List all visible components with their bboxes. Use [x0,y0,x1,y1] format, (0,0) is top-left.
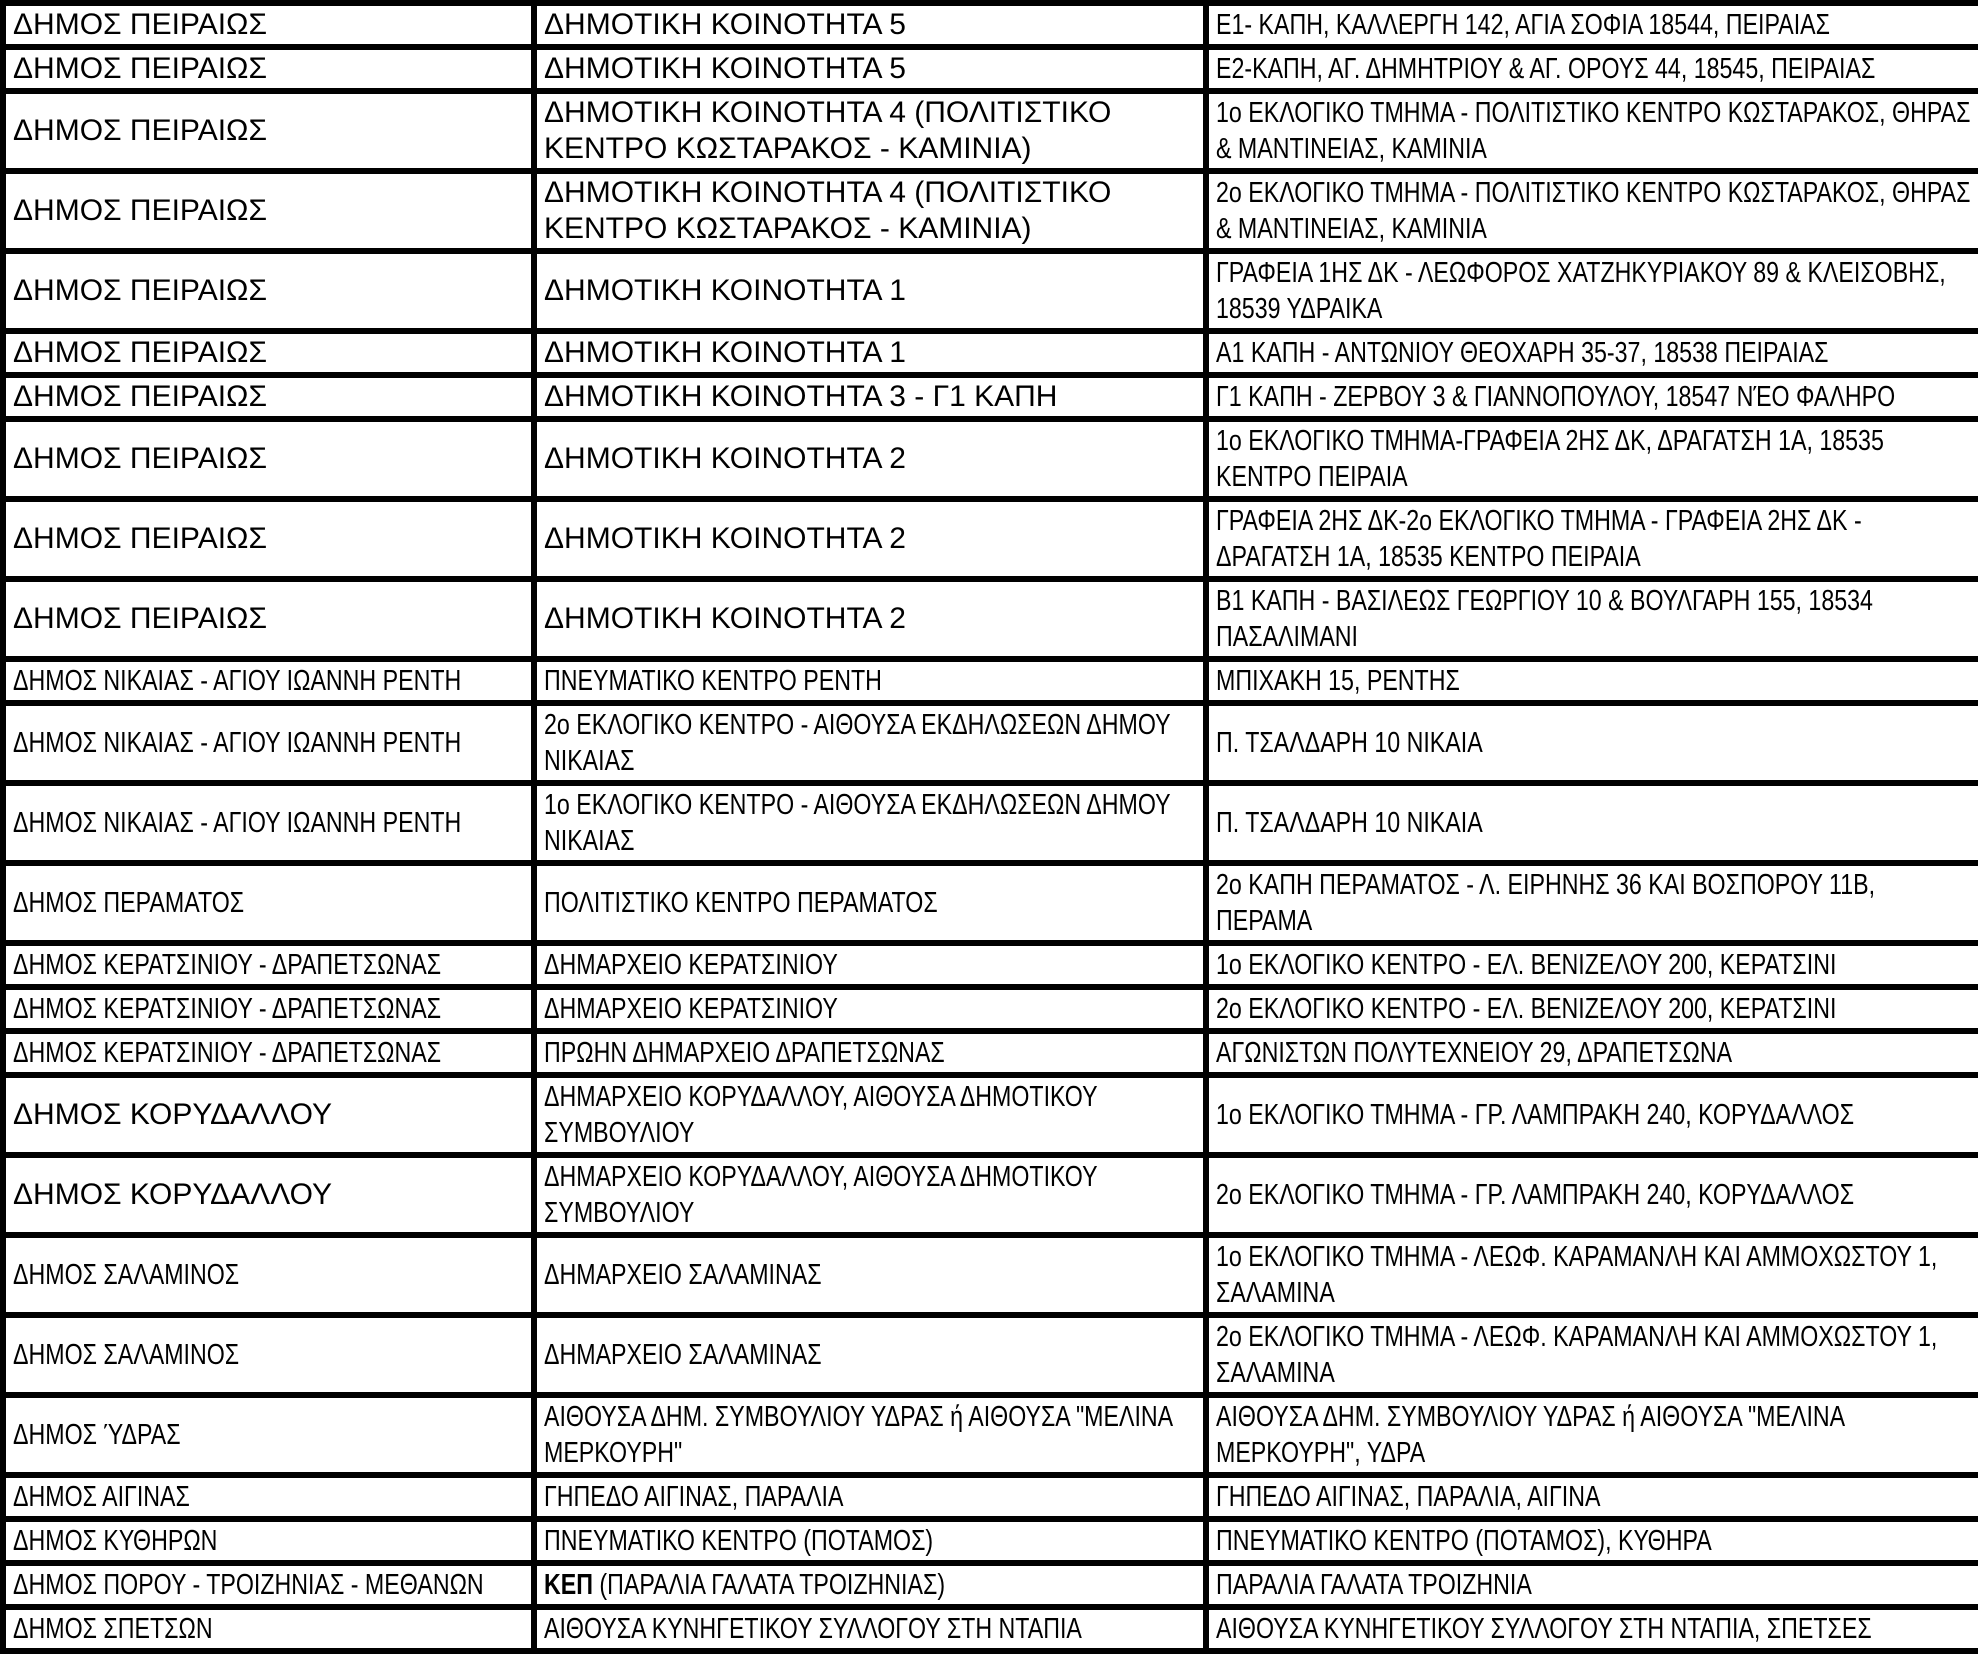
table-row [3,1315,1978,1395]
municipality-cell [3,171,534,251]
cell-text: ΔΗΜΟΣ ΚΕΡΑΤΣΙΝΙΟΥ - ΔΡΑΠΕΤΣΩΝΑΣ [13,949,442,981]
cell-text: ΓΡΑΦΕΙΑ 2ΗΣ ΔΚ-2ο ΕΚΛΟΓΙΚΟ ΤΜΗΜΑ - ΓΡΑΦΕΙΑ 2ΗΣ ΔΚ - ΔΡΑΓΑΤΣΗ 1Α, 18535 ΚΕΝΤΡΟ ΠΕΙΡΑΙΑ [1216,505,1862,573]
cell-text: ΔΗΜΟΣ ΠΕΙΡΑΙΩΣ [13,114,268,147]
polling-location-text [1216,1239,1971,1311]
municipality-text [13,663,524,699]
polling-location-cell [1206,1075,1978,1155]
municipality-cell [3,783,534,863]
table-row [3,251,1978,331]
cell-text: ΔΗΜΟΤΙΚΗ ΚΟΙΝΟΤΗΤΑ 5 [544,8,906,41]
polling-location-text [1216,805,1971,841]
community-or-center-text [544,991,1196,1027]
community-or-center-text [544,1257,1196,1293]
polling-location-text [1216,1567,1971,1603]
cell-text: Β1 ΚΑΠΗ - ΒΑΣΙΛΕΩΣ ΓΕΩΡΓΙΟΥ 10 & ΒΟΥΛΓΑΡΗ 155, 18534 ΠΑΣΑΛΙΜΑΝΙ [1216,585,1873,653]
community-or-center-text [544,1159,1196,1231]
community-or-center-cell [534,703,1206,783]
polling-location-cell [1206,47,1978,91]
cell-text: 1ο ΕΚΛΟΓΙΚΟ ΚΕΝΤΡΟ - ΑΙΘΟΥΣΑ ΕΚΔΗΛΩΣΕΩΝ ΔΗΜΟΥ ΝΙΚΑΙΑΣ [544,789,1171,857]
municipality-cell [3,579,534,659]
cell-text: ΔΗΜΟΤΙΚΗ ΚΟΙΝΟΤΗΤΑ 5 [544,52,906,85]
cell-text: 2ο ΕΚΛΟΓΙΚΟ ΤΜΗΜΑ - ΛΕΩΦ. ΚΑΡΑΜΑΝΛΗ ΚΑΙ ΑΜΜΟΧΩΣΤΟΥ 1, ΣΑΛΑΜΙΝΑ [1216,1321,1938,1389]
community-or-center-cell [534,943,1206,987]
polling-location-text [1216,1097,1971,1133]
cell-text: ΔΗΜΟΣ ΚΕΡΑΤΣΙΝΙΟΥ - ΔΡΑΠΕΤΣΩΝΑΣ [13,1037,442,1069]
cell-text: ΔΗΜΟΣ ΣΑΛΑΜΙΝΟΣ [13,1259,240,1291]
polling-location-text [1216,95,1971,167]
cell-text: ΔΗΜΟΣ ΠΕΙΡΑΙΩΣ [13,52,268,85]
municipality-text [13,7,267,43]
cell-text: ΔΗΜΑΡΧΕΙΟ ΣΑΛΑΜΙΝΑΣ [544,1259,822,1291]
polling-location-text [1216,663,1971,699]
community-or-center-cell [534,1315,1206,1395]
municipality-text [13,885,524,921]
municipality-text [13,441,267,477]
cell-text: Π. ΤΣΑΛΔΑΡΗ 10 ΝΙΚΑΙΑ [1216,807,1483,839]
polling-location-cell [1206,863,1978,943]
municipality-text [13,991,524,1027]
polling-location-cell [1206,419,1978,499]
community-or-center-cell [534,419,1206,499]
community-or-center-text [544,7,906,43]
municipality-text [13,113,267,149]
cell-text: ΑΙΘΟΥΣΑ ΚΥΝΗΓΕΤΙΚΟΥ ΣΥΛΛΟΓΟΥ ΣΤΗ ΝΤΑΠΙΑ [544,1613,1082,1645]
cell-text: ΔΗΜΟΣ ΚΥΘΗΡΩΝ [13,1525,218,1557]
polling-location-cell [1206,499,1978,579]
table-row [3,987,1978,1031]
cell-text: ΔΗΜΑΡΧΕΙΟ ΚΟΡΥΔΑΛΛΟΥ, ΑΙΘΟΥΣΑ ΔΗΜΟΤΙΚΟΥ ΣΥΜΒΟΥΛΙΟΥ [544,1081,1098,1149]
polling-location-text [1216,1399,1971,1471]
cell-text: ΔΗΜΑΡΧΕΙΟ ΚΕΡΑΤΣΙΝΙΟΥ [544,993,838,1025]
polling-location-cell [1206,1607,1978,1651]
municipality-cell [3,1075,534,1155]
cell-text: 1ο ΕΚΛΟΓΙΚΟ ΚΕΝΤΡΟ - ΕΛ. ΒΕΝΙΖΕΛΟΥ 200, ΚΕΡΑΤΣΙΝΙ [1216,949,1837,981]
community-or-center-text [544,707,1196,779]
community-or-center-cell [534,91,1206,171]
polling-location-cell [1206,659,1978,703]
community-or-center-text [544,441,906,477]
polling-location-text [1216,867,1971,939]
table-row [3,703,1978,783]
cell-text: ΔΗΜΟΣ ΚΟΡΥΔΑΛΛΟΥ [13,1098,332,1131]
table-row [3,3,1978,47]
community-or-center-text [544,885,1196,921]
polling-location-text [1216,1319,1971,1391]
municipality-text [13,1257,524,1293]
municipality-cell [3,987,534,1031]
cell-text: 1ο ΕΚΛΟΓΙΚΟ ΤΜΗΜΑ - ΠΟΛΙΤΙΣΤΙΚΟ ΚΕΝΤΡΟ ΚΩΣΤΑΡΑΚΟΣ, ΘΗΡΑΣ & ΜΑΝΤΙΝΕΙΑΣ, ΚΑΜΙΝΙΑ [1216,97,1971,165]
community-or-center-cell [534,579,1206,659]
municipality-cell [3,1607,534,1651]
municipality-text [13,947,524,983]
cell-text: ΠΟΛΙΤΙΣΤΙΚΟ ΚΕΝΤΡΟ ΠΕΡΑΜΑΤΟΣ [544,887,938,919]
community-or-center-cell [534,1607,1206,1651]
municipality-text [13,725,524,761]
cell-text: ΠΑΡΑΛΙΑ ΓΑΛΑΤΑ ΤΡΟΙΖΗΝΙΑ [1216,1569,1532,1601]
community-or-center-text [544,1567,1196,1603]
municipality-cell [3,659,534,703]
municipality-cell [3,1031,534,1075]
table-row [3,91,1978,171]
municipality-cell [3,3,534,47]
polling-location-cell [1206,1315,1978,1395]
municipality-cell [3,1235,534,1315]
cell-text: ΔΗΜΑΡΧΕΙΟ ΣΑΛΑΜΙΝΑΣ [544,1339,822,1371]
cell-text: ΔΗΜΟΤΙΚΗ ΚΟΙΝΟΤΗΤΑ 1 [544,274,906,307]
cell-text: ΔΗΜΟΤΙΚΗ ΚΟΙΝΟΤΗΤΑ 3 - Γ1 ΚΑΠΗ [544,380,1058,413]
municipality-cell [3,1475,534,1519]
municipality-text [13,521,267,557]
polling-location-cell [1206,943,1978,987]
table-row [3,375,1978,419]
municipality-text [13,51,267,87]
cell-text: 2ο ΕΚΛΟΓΙΚΟ ΚΕΝΤΡΟ - ΑΙΘΟΥΣΑ ΕΚΔΗΛΩΣΕΩΝ ΔΗΜΟΥ ΝΙΚΑΙΑΣ [544,709,1171,777]
community-or-center-text [544,787,1196,859]
cell-text: 1ο ΕΚΛΟΓΙΚΟ ΤΜΗΜΑ - ΛΕΩΦ. ΚΑΡΑΜΑΝΛΗ ΚΑΙ ΑΜΜΟΧΩΣΤΟΥ 1, ΣΑΛΑΜΙΝΑ [1216,1241,1938,1309]
cell-text: 2ο ΚΑΠΗ ΠΕΡΑΜΑΤΟΣ - Λ. ΕΙΡΗΝΗΣ 36 ΚΑΙ ΒΟΣΠΟΡΟΥ 11Β, ΠΕΡΑΜΑ [1216,869,1876,937]
polling-location-text [1216,335,1971,371]
polling-location-cell [1206,1155,1978,1235]
cell-text: ΠΝΕΥΜΑΤΙΚΟ ΚΕΝΤΡΟ (ΠΟΤΑΜΟΣ), ΚΥΘΗΡΑ [1216,1525,1712,1557]
cell-text: ΑΙΘΟΥΣΑ ΔΗΜ. ΣΥΜΒΟΥΛΙΟΥ ΥΔΡΑΣ ή ΑΙΘΟΥΣΑ "ΜΕΛΙΝΑ ΜΕΡΚΟΥΡΗ" [544,1401,1172,1469]
municipality-cell [3,1155,534,1235]
table-row [3,499,1978,579]
community-or-center-text [544,1399,1196,1471]
cell-text: ΔΗΜΟΣ ΠΕΙΡΑΙΩΣ [13,336,268,369]
municipality-cell [3,943,534,987]
cell-text: ΔΗΜΟΣ ΠΕΙΡΑΙΩΣ [13,522,268,555]
community-or-center-text [544,273,906,309]
community-or-center-text [544,1035,1196,1071]
cell-text: ΜΠΙΧΑΚΗ 15, ΡΕΝΤΗΣ [1216,665,1460,697]
cell-text: Α1 ΚΑΠΗ - ΑΝΤΩΝΙΟΥ ΘΕΟΧΑΡΗ 35-37, 18538 ΠΕΙΡΑΙΑΣ [1216,337,1829,369]
polling-location-text [1216,991,1971,1027]
cell-text: ΑΙΘΟΥΣΑ ΚΥΝΗΓΕΤΙΚΟΥ ΣΥΛΛΟΓΟΥ ΣΤΗ ΝΤΑΠΙΑ, ΣΠΕΤΣΕΣ [1216,1613,1872,1645]
cell-text: ΔΗΜΟΣ ΠΕΙΡΑΙΩΣ [13,194,268,227]
cell-text: ΓΗΠΕΔΟ ΑΙΓΙΝΑΣ, ΠΑΡΑΛΙΑ, ΑΙΓΙΝΑ [1216,1481,1601,1513]
municipality-text [13,1097,332,1133]
cell-text: ΔΗΜΟΣ ΠΕΙΡΑΙΩΣ [13,8,268,41]
cell-text: ΔΗΜΟΣ ΠΕΙΡΑΙΩΣ [13,442,268,475]
polling-location-cell [1206,1519,1978,1563]
polling-location-text [1216,255,1971,327]
cell-text: ΓΗΠΕΔΟ ΑΙΓΙΝΑΣ, ΠΑΡΑΛΙΑ [544,1481,844,1513]
table-row [3,171,1978,251]
cell-text: Π. ΤΣΑΛΔΑΡΗ 10 ΝΙΚΑΙΑ [1216,727,1483,759]
polling-location-text [1216,379,1971,415]
cell-text: ΔΗΜΟΣ ΠΕΙΡΑΙΩΣ [13,274,268,307]
municipality-text [13,1337,524,1373]
community-or-center-text [544,601,906,637]
table-row [3,1519,1978,1563]
community-or-center-cell [534,1519,1206,1563]
community-or-center-cell [534,375,1206,419]
table-row [3,1475,1978,1519]
community-or-center-cell [534,1563,1206,1607]
polling-location-text [1216,1035,1971,1071]
cell-text: Ε1- ΚΑΠΗ, ΚΑΛΛΕΡΓΗ 142, ΑΓΙΑ ΣΟΦΙΑ 18544, ΠΕΙΡΑΙΑΣ [1216,9,1830,41]
municipality-cell [3,419,534,499]
cell-bold-text: ΚΕΠ [544,1569,593,1601]
polling-location-text [1216,503,1971,575]
community-or-center-text [544,379,1057,415]
cell-text: ΔΗΜΟΣ ΎΔΡΑΣ [13,1419,181,1451]
community-or-center-text [544,663,1196,699]
community-or-center-cell [534,251,1206,331]
polling-location-cell [1206,783,1978,863]
cell-text: ΔΗΜΟΣ ΣΠΕΤΣΩΝ [13,1613,213,1645]
cell-text: Ε2-ΚΑΠΗ, ΑΓ. ΔΗΜΗΤΡΙΟΥ & ΑΓ. ΟΡΟΥΣ 44, 18545, ΠΕΙΡΑΙΑΣ [1216,53,1876,85]
community-or-center-text [544,175,1196,247]
cell-text: ΔΗΜΟΣ ΣΑΛΑΜΙΝΟΣ [13,1339,240,1371]
cell-text: ΠΝΕΥΜΑΤΙΚΟ ΚΕΝΤΡΟ ΡΕΝΤΗ [544,665,882,697]
cell-text: ΔΗΜΟΤΙΚΗ ΚΟΙΝΟΤΗΤΑ 4 (ΠΟΛΙΤΙΣΤΙΚΟ ΚΕΝΤΡΟ ΚΩΣΤΑΡΑΚΟΣ - ΚΑΜΙΝΙΑ) [544,96,1112,165]
community-or-center-text [544,335,906,371]
municipality-cell [3,1519,534,1563]
table-row [3,1607,1978,1651]
polling-location-text [1216,7,1971,43]
community-or-center-cell [534,499,1206,579]
community-or-center-cell [534,1235,1206,1315]
cell-text: ΑΙΘΟΥΣΑ ΔΗΜ. ΣΥΜΒΟΥΛΙΟΥ ΥΔΡΑΣ ή ΑΙΘΟΥΣΑ "ΜΕΛΙΝΑ ΜΕΡΚΟΥΡΗ", ΥΔΡΑ [1216,1401,1844,1469]
polling-location-cell [1206,1031,1978,1075]
community-or-center-text [544,1079,1196,1151]
polling-location-text [1216,175,1971,247]
municipality-text [13,805,524,841]
table-row [3,1563,1978,1607]
cell-text: ΔΗΜΟΣ ΑΙΓΙΝΑΣ [13,1481,190,1513]
community-or-center-cell [534,3,1206,47]
community-or-center-text [544,1337,1196,1373]
municipality-cell [3,1315,534,1395]
cell-text: ΔΗΜΟΣ ΚΟΡΥΔΑΛΛΟΥ [13,1178,332,1211]
table-row [3,1075,1978,1155]
cell-text: ΔΗΜΟΤΙΚΗ ΚΟΙΝΟΤΗΤΑ 1 [544,336,906,369]
community-or-center-cell [534,783,1206,863]
community-or-center-cell [534,1031,1206,1075]
polling-location-cell [1206,1235,1978,1315]
municipality-text [13,1523,524,1559]
community-or-center-cell [534,1075,1206,1155]
cell-text: ΔΗΜΟΣ ΠΟΡΟΥ - ΤΡΟΙΖΗΝΙΑΣ - ΜΕΘΑΝΩΝ [13,1569,484,1601]
cell-text: 1ο ΕΚΛΟΓΙΚΟ ΤΜΗΜΑ-ΓΡΑΦΕΙΑ 2ΗΣ ΔΚ, ΔΡΑΓΑΤΣΗ 1Α, 18535 ΚΕΝΤΡΟ ΠΕΙΡΑΙΑ [1216,425,1884,493]
community-or-center-text [544,1523,1196,1559]
polling-location-cell [1206,171,1978,251]
polling-location-cell [1206,251,1978,331]
cell-text: ΔΗΜΟΣ ΠΕΙΡΑΙΩΣ [13,380,268,413]
table-row [3,331,1978,375]
polling-location-cell [1206,1563,1978,1607]
polling-location-text [1216,583,1971,655]
cell-text: ΑΓΩΝΙΣΤΩΝ ΠΟΛΥΤΕΧΝΕΙΟΥ 29, ΔΡΑΠΕΤΣΩΝΑ [1216,1037,1733,1069]
cell-text: ΔΗΜΟΣ ΠΕΡΑΜΑΤΟΣ [13,887,245,919]
table-row [3,47,1978,91]
community-or-center-cell [534,863,1206,943]
table-row [3,659,1978,703]
municipality-text [13,1567,524,1603]
municipality-cell [3,375,534,419]
cell-text: 2ο ΕΚΛΟΓΙΚΟ ΤΜΗΜΑ - ΓΡ. ΛΑΜΠΡΑΚΗ 240, ΚΟΡΥΔΑΛΛΟΣ [1216,1179,1855,1211]
polling-location-cell [1206,375,1978,419]
polling-location-cell [1206,3,1978,47]
cell-text: ΓΡΑΦΕΙΑ 1ΗΣ ΔΚ - ΛΕΩΦΟΡΟΣ ΧΑΤΖΗΚΥΡΙΑΚΟΥ 89 & ΚΛΕΙΣΟΒΗΣ, 18539 ΥΔΡΑΙΚΑ [1216,257,1946,325]
table-row [3,1395,1978,1475]
community-or-center-text [544,521,906,557]
polling-location-text [1216,947,1971,983]
municipality-text [13,1417,524,1453]
cell-text: 2ο ΕΚΛΟΓΙΚΟ ΚΕΝΤΡΟ - ΕΛ. ΒΕΝΙΖΕΛΟΥ 200, ΚΕΡΑΤΣΙΝΙ [1216,993,1837,1025]
municipality-cell [3,91,534,171]
community-or-center-cell [534,659,1206,703]
municipality-cell [3,47,534,91]
polling-location-text [1216,1177,1971,1213]
table-row [3,1031,1978,1075]
polling-location-cell [1206,703,1978,783]
polling-location-cell [1206,1395,1978,1475]
community-or-center-text [544,947,1196,983]
community-or-center-text [544,95,1196,167]
municipality-text [13,193,267,229]
municipality-cell [3,863,534,943]
municipality-cell [3,251,534,331]
cell-text: (ΠΑΡΑΛΙΑ ΓΑΛΑΤΑ ΤΡΟΙΖΗΝΙΑΣ) [592,1569,946,1601]
municipality-cell [3,1395,534,1475]
municipality-text [13,335,267,371]
polling-location-text [1216,423,1971,495]
table-row [3,1235,1978,1315]
table-row [3,1155,1978,1235]
polling-location-text [1216,1523,1971,1559]
polling-location-text [1216,51,1971,87]
community-or-center-text [544,51,906,87]
cell-text: ΔΗΜΑΡΧΕΙΟ ΚΟΡΥΔΑΛΛΟΥ, ΑΙΘΟΥΣΑ ΔΗΜΟΤΙΚΟΥ ΣΥΜΒΟΥΛΙΟΥ [544,1161,1098,1229]
cell-text: ΔΗΜΟΤΙΚΗ ΚΟΙΝΟΤΗΤΑ 2 [544,602,906,635]
community-or-center-text [544,1479,1196,1515]
cell-text: ΔΗΜΟΣ ΝΙΚΑΙΑΣ - ΑΓΙΟΥ ΙΩΑΝΝΗ ΡΕΝΤΗ [13,665,462,697]
table-row [3,863,1978,943]
municipality-cell [3,331,534,375]
community-or-center-cell [534,331,1206,375]
table-row [3,419,1978,499]
municipality-text [13,601,267,637]
cell-text: ΔΗΜΟΤΙΚΗ ΚΟΙΝΟΤΗΤΑ 2 [544,522,906,555]
municipality-text [13,1479,524,1515]
municipality-text [13,1177,332,1213]
municipality-cell [3,1563,534,1607]
table-row [3,579,1978,659]
cell-text: ΔΗΜΟΤΙΚΗ ΚΟΙΝΟΤΗΤΑ 4 (ΠΟΛΙΤΙΣΤΙΚΟ ΚΕΝΤΡΟ ΚΩΣΤΑΡΑΚΟΣ - ΚΑΜΙΝΙΑ) [544,176,1112,245]
cell-text: ΔΗΜΟΣ ΝΙΚΑΙΑΣ - ΑΓΙΟΥ ΙΩΑΝΝΗ ΡΕΝΤΗ [13,807,462,839]
polling-location-text [1216,725,1971,761]
table-row [3,943,1978,987]
community-or-center-cell [534,1475,1206,1519]
cell-text: ΔΗΜΟΣ ΚΕΡΑΤΣΙΝΙΟΥ - ΔΡΑΠΕΤΣΩΝΑΣ [13,993,442,1025]
cell-text: ΔΗΜΟΣ ΝΙΚΑΙΑΣ - ΑΓΙΟΥ ΙΩΑΝΝΗ ΡΕΝΤΗ [13,727,462,759]
table-body [3,3,1978,1651]
cell-text: 2ο ΕΚΛΟΓΙΚΟ ΤΜΗΜΑ - ΠΟΛΙΤΙΣΤΙΚΟ ΚΕΝΤΡΟ ΚΩΣΤΑΡΑΚΟΣ, ΘΗΡΑΣ & ΜΑΝΤΙΝΕΙΑΣ, ΚΑΜΙΝΙΑ [1216,177,1971,245]
polling-location-text [1216,1479,1971,1515]
polling-location-cell [1206,579,1978,659]
community-or-center-cell [534,171,1206,251]
polling-location-cell [1206,987,1978,1031]
cell-text: Γ1 ΚΑΠΗ - ΖΕΡΒΟΥ 3 & ΓΙΑΝΝΟΠΟΥΛΟΥ, 18547 ΝΈΟ ΦΑΛΗΡΟ [1216,381,1896,413]
cell-text: ΔΗΜΟΣ ΠΕΙΡΑΙΩΣ [13,602,268,635]
municipality-text [13,379,267,415]
table-row [3,783,1978,863]
polling-location-cell [1206,1475,1978,1519]
community-or-center-cell [534,47,1206,91]
community-or-center-cell [534,987,1206,1031]
municipality-cell [3,499,534,579]
cell-text: ΔΗΜΑΡΧΕΙΟ ΚΕΡΑΤΣΙΝΙΟΥ [544,949,838,981]
municipality-cell [3,703,534,783]
cell-text: 1ο ΕΚΛΟΓΙΚΟ ΤΜΗΜΑ - ΓΡ. ΛΑΜΠΡΑΚΗ 240, ΚΟΡΥΔΑΛΛΟΣ [1216,1099,1855,1131]
community-or-center-cell [534,1395,1206,1475]
municipality-text [13,273,267,309]
cell-text: ΔΗΜΟΤΙΚΗ ΚΟΙΝΟΤΗΤΑ 2 [544,442,906,475]
cell-text: ΠΝΕΥΜΑΤΙΚΟ ΚΕΝΤΡΟ (ΠΟΤΑΜΟΣ) [544,1525,934,1557]
polling-location-cell [1206,331,1978,375]
community-or-center-cell [534,1155,1206,1235]
polling-location-cell [1206,91,1978,171]
cell-text: ΠΡΩΗΝ ΔΗΜΑΡΧΕΙΟ ΔΡΑΠΕΤΣΩΝΑΣ [544,1037,945,1069]
municipality-text [13,1035,524,1071]
